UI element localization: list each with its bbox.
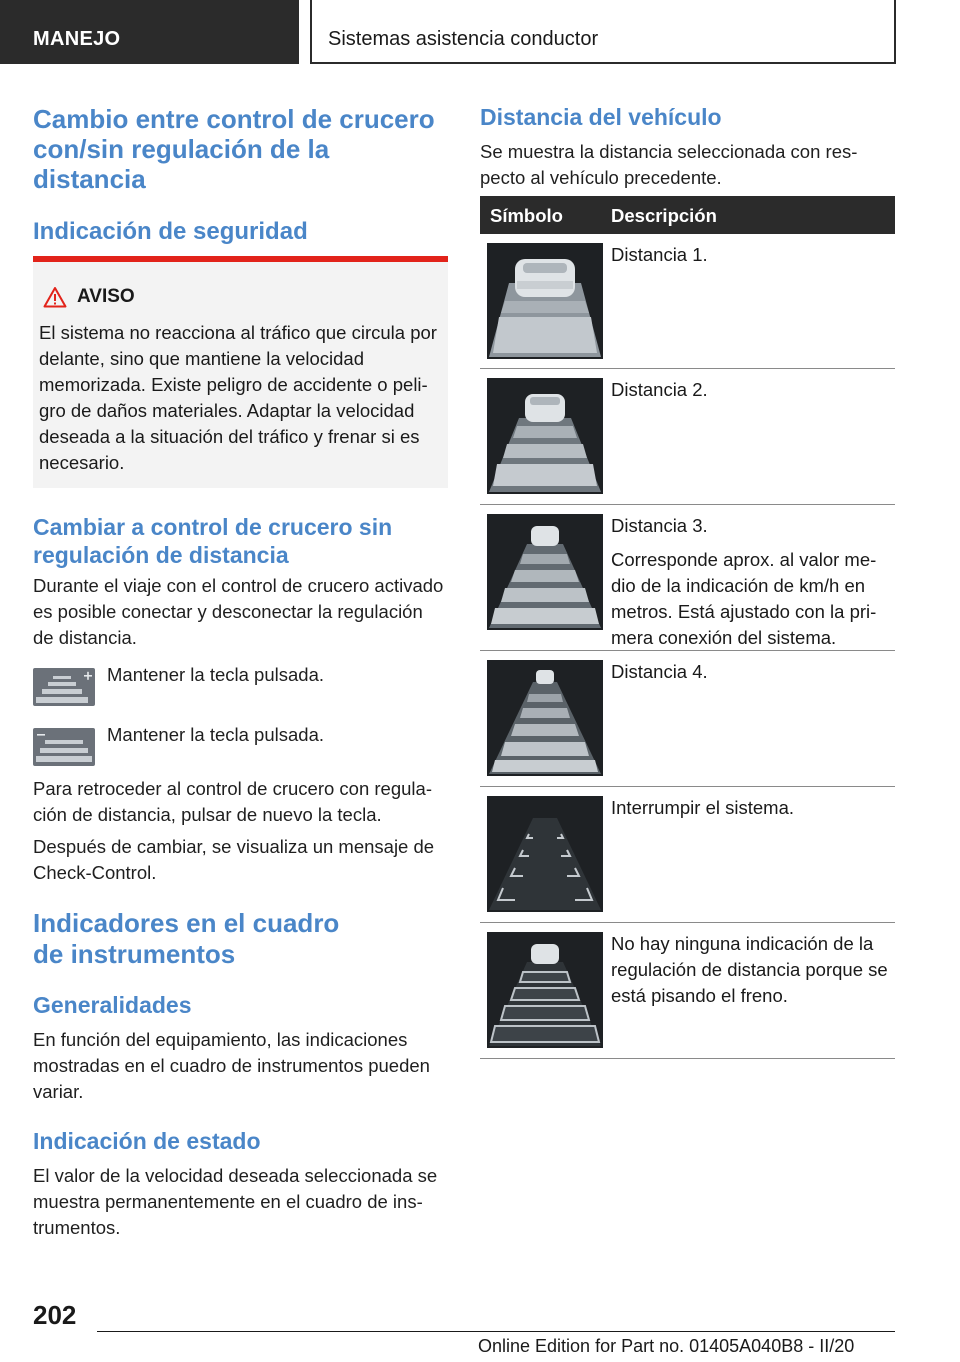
- key-minus-text: Mantener la tecla pulsada.: [107, 724, 324, 745]
- row-text: Interrumpir el sistema.: [611, 797, 794, 818]
- warning-triangle-icon: [43, 286, 67, 308]
- row-text: Distancia 2.: [611, 379, 708, 400]
- row-text: Distancia 3.: [611, 515, 708, 536]
- system-interrupted-icon: [487, 796, 603, 912]
- warning-box: [33, 256, 448, 488]
- key-plus-text: Mantener la tecla pulsada.: [107, 664, 324, 685]
- distance-3-icon: [487, 514, 603, 630]
- row-text: Distancia 4.: [611, 661, 708, 682]
- footer-divider: [97, 1331, 895, 1332]
- header-chapter-tab: [310, 0, 896, 64]
- warning-label: AVISO: [77, 286, 135, 307]
- row-text: Corresponde aprox. al valor medio de la indicación de km/h en metros. Está ajustado con la primera conexión del sistema.: [611, 549, 877, 648]
- indicators-heading: Indicadores en el cuadro de instrumentos: [33, 908, 340, 969]
- return-text: Para retroceder al control de crucero con regulación de distancia, pulsar de nuevo la tecla.: [33, 778, 432, 825]
- section-title: Cambio entre control de crucero con/sin regulación de la distancia: [33, 104, 435, 194]
- table-header: [480, 196, 895, 234]
- general-heading: Generalidades: [33, 992, 192, 1018]
- distance-1-icon: [487, 243, 603, 359]
- table-row: [480, 369, 895, 505]
- page-number: 202: [33, 1300, 77, 1330]
- switch-text: Durante el viaje con el control de crucero activado es posible conectar y desconectar la regulación de distancia.: [33, 575, 444, 648]
- distance-table: [480, 196, 895, 1059]
- table-row: [480, 234, 895, 369]
- header-section-tab: [0, 0, 299, 64]
- switch-heading: Cambiar a control de crucero sin regulación de distancia: [33, 514, 393, 568]
- distance-plus-key-icon: [33, 668, 95, 706]
- distance-heading: Distancia del vehículo: [480, 104, 722, 130]
- row-text: Distancia 1.: [611, 244, 708, 265]
- distance-minus-key-icon: [33, 728, 95, 766]
- safety-heading: Indicación de seguridad: [33, 218, 308, 245]
- row-description: [611, 659, 891, 685]
- general-text: En función del equipamiento, las indicaciones mostradas en el cuadro de instrumentos pueden variar.: [33, 1029, 430, 1102]
- header-section-label: MANEJO: [33, 28, 121, 50]
- row-description: [611, 513, 891, 651]
- distance-4-icon: [487, 660, 603, 776]
- status-heading: Indicación de estado: [33, 1128, 261, 1154]
- row-description: [611, 795, 891, 821]
- col-symbol-header: Símbolo: [490, 205, 563, 226]
- header-chapter-label: Sistemas asistencia conductor: [328, 28, 599, 50]
- table-row: [480, 923, 895, 1059]
- table-row: [480, 505, 895, 651]
- col-description-header: Descripción: [611, 205, 717, 226]
- row-description: [611, 931, 891, 1009]
- distance-intro: Se muestra la distancia seleccionada con respecto al vehículo precedente.: [480, 141, 858, 188]
- after-text: Después de cambiar, se visualiza un mensaje de Check-Control.: [33, 836, 435, 883]
- row-description: [611, 242, 891, 268]
- row-text: No hay ninguna indicación de la regulación de distancia porque se está pisando el freno.: [611, 933, 888, 1006]
- brake-pressed-icon: [487, 932, 603, 1048]
- row-description: [611, 377, 891, 403]
- table-row: [480, 651, 895, 787]
- footer-edition: Online Edition for Part no. 01405A040B8 - II/20: [478, 1336, 855, 1356]
- status-text: El valor de la velocidad deseada seleccionada se muestra permanentemente en el cuadro de instrumentos.: [33, 1165, 438, 1238]
- table-row: [480, 787, 895, 923]
- warning-text: El sistema no reacciona al tráfico que circula por delante, sino que mantiene la velocidad memorizada. Existe peligro de accidente o peligro de daños materiales. Adaptar la velocidad deseada a la situación del tráfico y frenar si es necesario.: [39, 322, 437, 473]
- distance-2-icon: [487, 378, 603, 494]
